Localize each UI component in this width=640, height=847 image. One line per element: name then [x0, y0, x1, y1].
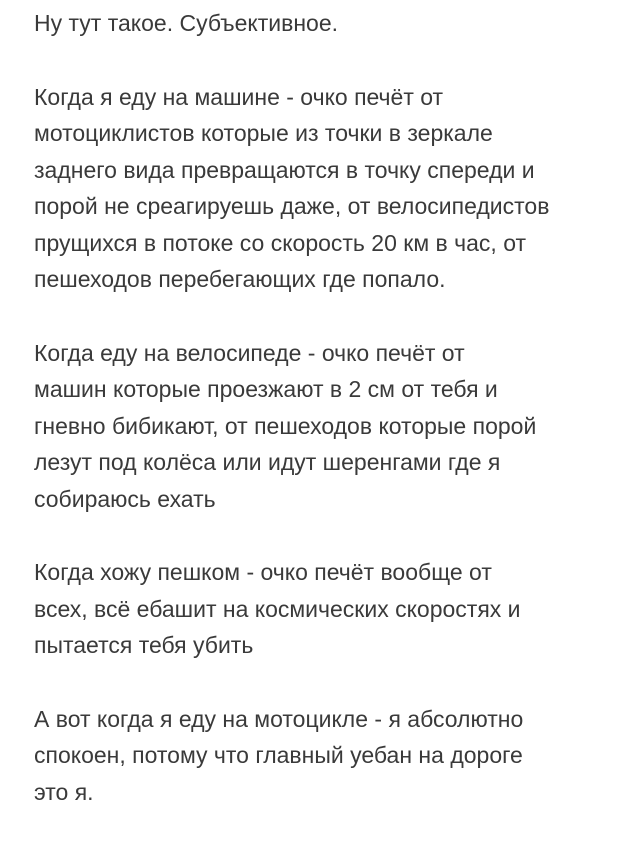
- paragraph-line: пешеходов перебегающих где попало.: [34, 266, 446, 292]
- paragraph-line: всех, всё ебашит на космических скоростях и: [34, 595, 521, 622]
- paragraph-line: порой не среагируешь даже, от велосипедистов: [34, 193, 550, 219]
- post-body: [34, 0, 624, 847]
- paragraph-line: Когда хожу пешком - очко печёт вообще от: [34, 559, 492, 585]
- paragraph-line: лезут под колёса или идут шеренгами где я: [34, 449, 501, 475]
- paragraph-line: Когда еду на велосипеде - очко печёт от: [34, 339, 465, 366]
- paragraph-line: пытается тебя убить: [34, 632, 254, 658]
- paragraph-line: заднего вида превращаются в точку спереди и: [34, 156, 535, 183]
- post-paragraph-bicycle: [34, 335, 624, 518]
- paragraph-line: А вот когда я еду на мотоцикле - я абсолютно: [34, 705, 524, 732]
- paragraph-line: спокоен, потому что главный уебан на дороге: [34, 742, 523, 768]
- post-paragraph-car: [34, 79, 624, 298]
- paragraph-line: собираюсь ехать: [34, 485, 216, 512]
- paragraph-line: Когда я еду на машине - очко печёт от: [34, 83, 444, 110]
- post-paragraph-walking: [34, 554, 624, 664]
- paragraph-line: это я.: [34, 778, 94, 805]
- paragraph-line: мотоциклистов которые из точки в зеркале: [34, 120, 493, 146]
- paragraph-line: машин которые проезжают в 2 см от тебя и: [34, 376, 498, 402]
- post-paragraph-motorcycle: [34, 701, 624, 811]
- paragraph-line: Ну тут такое. Субъективное.: [34, 10, 339, 36]
- post-paragraph-intro: [34, 5, 624, 42]
- paragraph-line: гневно бибикают, от пешеходов которые порой: [34, 412, 537, 439]
- paragraph-line: прущихся в потоке со скорость 20 км в час, от: [34, 229, 527, 256]
